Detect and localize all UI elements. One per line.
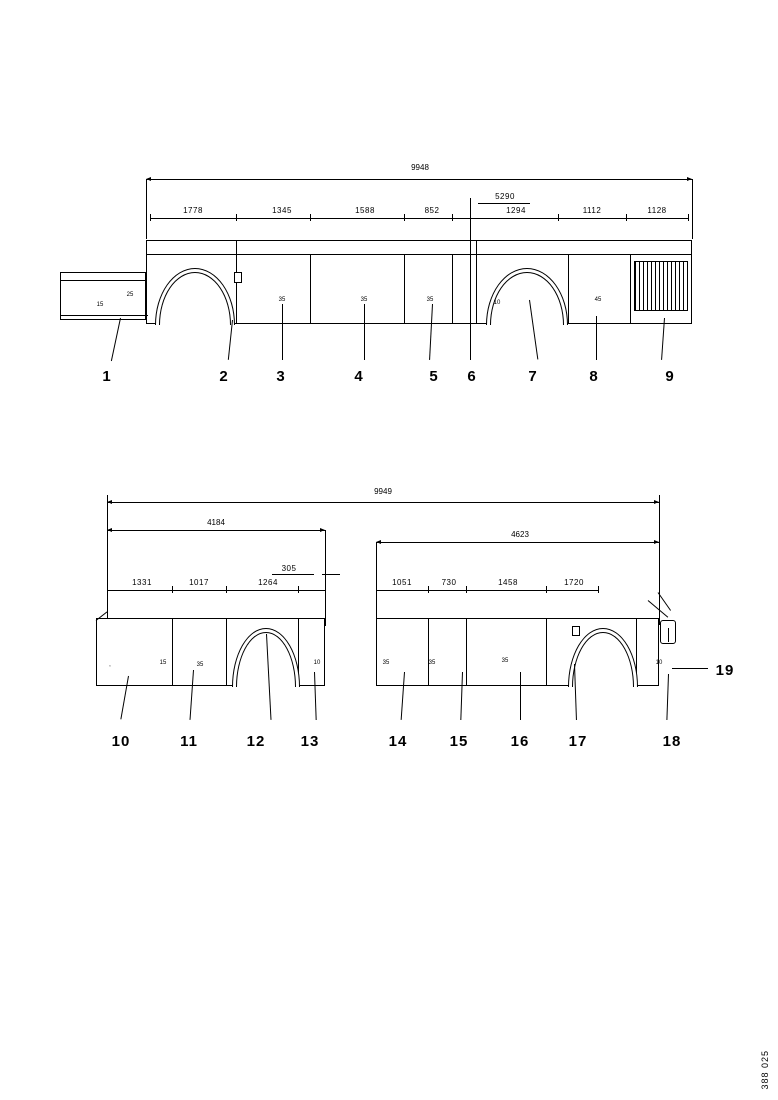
panel-divider <box>226 618 227 686</box>
roof-rail-line <box>146 254 692 255</box>
dim-tick <box>310 214 311 221</box>
dimension-label: 1294 <box>506 206 526 215</box>
dim-tick <box>325 586 326 593</box>
rear-detail-line <box>668 628 669 642</box>
extension-line <box>376 542 377 626</box>
sub-dimension-line <box>322 574 340 575</box>
leader-line <box>282 304 283 360</box>
part-mark: 35 <box>426 297 434 303</box>
callout-18: 18 <box>662 733 682 750</box>
dimension-label: 1264 <box>258 578 278 587</box>
callout-6: 6 <box>467 368 477 385</box>
overall-dimension-label: 9948 <box>411 163 429 172</box>
sub-dimension-line <box>478 203 530 204</box>
panel-divider <box>568 254 569 324</box>
panel-divider <box>630 254 631 324</box>
part-mark: 35 <box>360 297 368 303</box>
part-mark: , <box>109 662 111 668</box>
dim-tick <box>546 586 547 593</box>
callout-13: 13 <box>300 733 320 750</box>
dim-tick <box>376 586 377 593</box>
part-mark: 10 <box>655 660 663 666</box>
dimension-label: 1778 <box>183 206 203 215</box>
dim-arrow-right <box>654 540 659 544</box>
panel-divider <box>404 254 405 324</box>
callout-12: 12 <box>246 733 266 750</box>
dim-tick <box>404 214 405 221</box>
part-mark: 10 <box>313 660 321 666</box>
front-panel-line <box>60 315 148 316</box>
part-mark: 15 <box>159 660 167 666</box>
detail-box <box>234 272 242 283</box>
callout-7: 7 <box>528 368 538 385</box>
span-dimension-line-left <box>107 530 325 531</box>
leader-line <box>111 318 121 361</box>
dimension-label: 305 <box>281 564 297 573</box>
leader-line <box>596 316 597 360</box>
extension-line <box>692 179 693 239</box>
part-mark: 35 <box>278 297 286 303</box>
leader-line <box>228 320 233 360</box>
sheet-code: 388 025 <box>760 1050 770 1090</box>
overall-dimension-line-bottom <box>107 502 659 503</box>
dim-arrow-left <box>107 528 112 532</box>
callout-5: 5 <box>429 368 439 385</box>
overall-dimension-label-bottom: 9949 <box>374 487 392 496</box>
dimension-label: 1588 <box>355 206 375 215</box>
span-dimension-label-left: 4184 <box>207 518 225 527</box>
leader-line <box>520 672 521 720</box>
dim-tick <box>107 586 108 593</box>
part-mark: 35 <box>428 660 436 666</box>
leader-line <box>666 674 669 720</box>
dimension-label: 1112 <box>582 206 602 215</box>
detail-box <box>572 626 580 636</box>
dim-tick <box>466 586 467 593</box>
dim-tick <box>236 214 237 221</box>
sub-dimension-line <box>272 574 314 575</box>
extension-line <box>659 495 660 625</box>
callout-15: 15 <box>449 733 469 750</box>
part-mark: 25 <box>126 292 134 298</box>
dimension-label: 1051 <box>392 578 412 587</box>
extension-line <box>107 495 108 625</box>
dim-tick <box>598 586 599 593</box>
panel-divider <box>172 618 173 686</box>
callout-1: 1 <box>102 368 112 385</box>
span-dimension-line-right <box>376 542 659 543</box>
panel-divider <box>310 254 311 324</box>
leader-line <box>364 304 365 360</box>
dim-tick <box>626 214 627 221</box>
callout-8: 8 <box>589 368 599 385</box>
span-dimension-label-right: 4623 <box>511 530 529 539</box>
extension-line <box>146 179 147 239</box>
callout-11: 11 <box>180 733 198 750</box>
callout-14: 14 <box>388 733 408 750</box>
dimension-label: 1458 <box>498 578 518 587</box>
chain-dimension-line <box>150 218 688 219</box>
dim-tick <box>428 586 429 593</box>
extension-line <box>325 530 326 626</box>
part-mark: 35 <box>196 662 204 668</box>
dim-tick <box>298 586 299 593</box>
dim-tick <box>150 214 151 221</box>
dim-tick <box>452 214 453 221</box>
dim-tick <box>558 214 559 221</box>
leader-line-horizontal <box>672 668 708 669</box>
part-mark: 35 <box>501 658 509 664</box>
callout-17: 17 <box>568 733 588 750</box>
front-panel-line <box>60 280 146 281</box>
callout-3: 3 <box>276 368 286 385</box>
dimension-label: 1345 <box>272 206 292 215</box>
panel-divider <box>428 618 429 686</box>
dimension-label: 5290 <box>495 192 515 201</box>
callout-19: 19 <box>715 662 735 679</box>
callout-4: 4 <box>354 368 364 385</box>
dimension-label: 1720 <box>564 578 584 587</box>
chain-dimension-line-left <box>107 590 325 591</box>
dimension-label: 1331 <box>132 578 152 587</box>
callout-2: 2 <box>219 368 229 385</box>
dimension-label: 852 <box>424 206 440 215</box>
dimension-label: 730 <box>441 578 457 587</box>
dim-tick <box>172 586 173 593</box>
dimension-label: 1128 <box>647 206 667 215</box>
panel-divider <box>466 618 467 686</box>
part-mark: 10 <box>493 300 501 306</box>
leader-line <box>460 672 463 720</box>
panel-divider <box>452 254 453 324</box>
dim-tick <box>688 214 689 221</box>
callout-9: 9 <box>665 368 675 385</box>
callout-10: 10 <box>111 733 131 750</box>
callout-16: 16 <box>510 733 530 750</box>
grille-panel <box>634 261 688 311</box>
dimension-label: 1017 <box>189 578 209 587</box>
part-mark: 45 <box>594 297 602 303</box>
panel-divider <box>546 618 547 686</box>
center-reference-line <box>470 198 471 324</box>
chain-dimension-line-right <box>376 590 598 591</box>
dim-tick <box>226 586 227 593</box>
leader-line <box>470 320 471 360</box>
part-mark: 15 <box>96 302 104 308</box>
overall-dimension-line <box>146 179 692 180</box>
panel-divider <box>476 240 477 324</box>
part-mark: 35 <box>382 660 390 666</box>
leader-line <box>661 318 665 360</box>
